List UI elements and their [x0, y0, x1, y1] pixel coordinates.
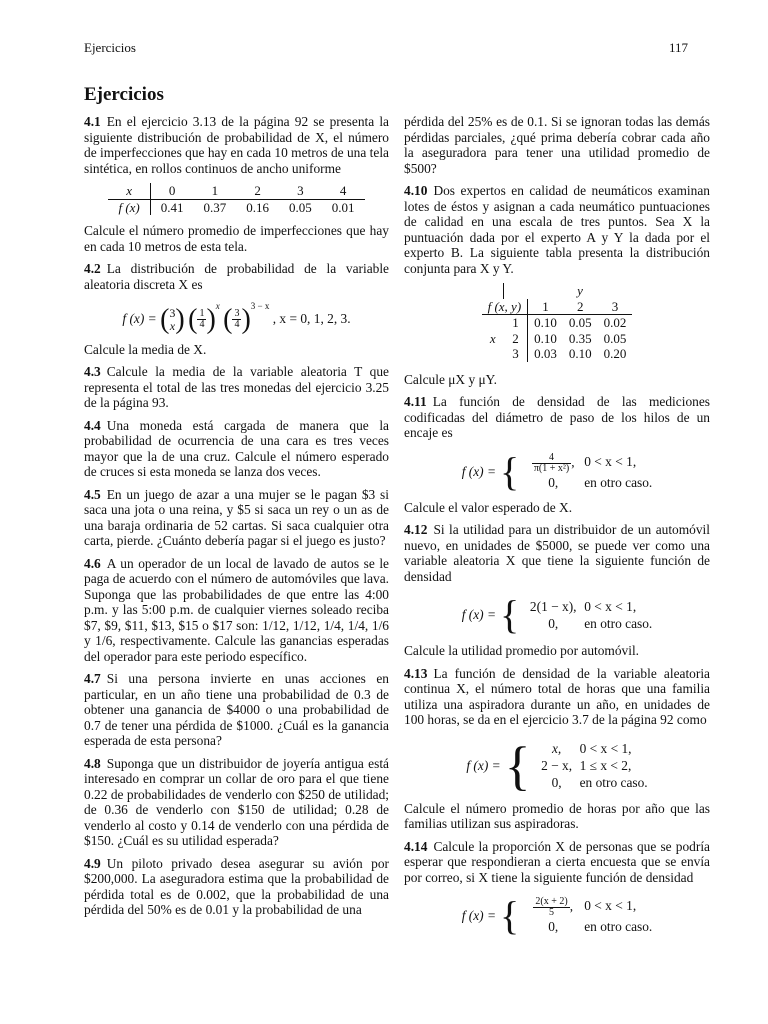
cell: 0.10	[568, 346, 592, 361]
exercise-4-5	[84, 487, 389, 549]
exercise-text: La función de densidad de la variable aleatoria continua X, el número total de horas que una familia utiliza una aspiradora durante un año, en unidades de 100 horas, se da en el ejercicio 3.7 de la página 92 como	[404, 665, 710, 727]
exercise-text: Si la utilidad para un distribuidor de un automóvil nuevo, en unidades de $5000, se puede ver como una variable aleatoria X que tiene la siguiente función de densidad	[404, 522, 710, 584]
exercise-text: Un piloto privado desea asegurar su avión por $200,000. La aseguradora estima que la probabilidad de pérdida total es de 0.002, que la probabilidad de una pérdida del 50% es de 0.01 y la probabilidad de una	[84, 855, 389, 918]
exercise-number: 4.12	[404, 522, 428, 537]
fraction: $\frac{4}{\text{π(1 + x²)}}$	[533, 451, 570, 474]
exercise-text: Calcule el número promedio de imperfecciones que hay en cada 10 metros de esta tela.	[84, 223, 389, 254]
exercise-text: Si una persona invierte en unas acciones en particular, en un año tiene una probabilidad de 0.3 de obtener una ganancia de $4000 o una probabilidad de 0.7 de tener una pérdida de $1000. ¿Cuál es la ganancia esperada de esta persona?	[84, 671, 389, 749]
exercise-number: 4.13	[404, 665, 428, 681]
exercise-number: 4.7	[84, 671, 101, 687]
f-header: f (x, y)	[482, 299, 528, 315]
exercise-4-4	[84, 418, 389, 480]
exercise-4-1	[84, 114, 389, 176]
exercise-4-2	[84, 261, 389, 292]
exercise-4-14	[404, 839, 710, 886]
exercise-text: Calcule la utilidad promedio por automóvil.	[404, 643, 640, 658]
formula-lhs: f (x) =	[461, 908, 497, 924]
x-value: 2	[512, 330, 519, 346]
y-value: 2	[563, 299, 598, 315]
formula-lhs: f (x) =	[461, 463, 497, 479]
cell: 0.03	[528, 346, 563, 362]
left-column	[84, 114, 389, 925]
f-header: f (x)	[108, 199, 150, 215]
y-header: y	[577, 283, 583, 298]
x-value: 2	[236, 183, 279, 199]
exercise-4-6	[84, 556, 389, 665]
exercise-text: Calcule la media de X.	[84, 341, 207, 357]
exercise-number: 4.8	[84, 755, 101, 771]
cell: 0.10	[528, 315, 563, 331]
x-header: x	[108, 183, 150, 199]
f-value: 0.37	[203, 199, 227, 215]
binomial: 3 x	[169, 305, 176, 333]
density-formula: f (x) = { 2(1 − x), 0 < x < 1, 0, en otro caso.	[461, 592, 653, 637]
x-header: x	[489, 330, 496, 346]
exercise-text: Suponga que un distribuidor de joyería antigua está interesado en comprar un collar de oro para el que tiene 0.22 de probabilidades de venderlo con $250 de utilidad; de 0.36 de venderlo con $150 de utilidad; 0.28 de venderlo al costo y 0.14 de venderlo con una pérdida de $150. ¿Cuál es su utilidad esperada?	[84, 755, 389, 849]
pmf-formula: f (x) = ( 3 x ) ( $\frac{1}{4}$ )$^x$ ( $\frac{3}{4}$ )$^{3 - x}$ , x = 0, 1, 2, 3.	[122, 301, 351, 335]
exercise-number: 4.11	[404, 394, 427, 409]
cell: 0.10	[528, 331, 563, 347]
f-value: 0.16	[246, 199, 270, 215]
section-title: Ejercicios	[84, 84, 164, 105]
fraction: $\frac{3}{4}$	[234, 308, 240, 331]
distribution-table	[108, 183, 364, 215]
exercise-4-3	[84, 364, 389, 411]
f-value: 0.41	[160, 199, 184, 215]
x-value: 3	[512, 346, 519, 361]
exercise-4-11	[404, 394, 710, 441]
cell: 0.35	[568, 330, 592, 346]
exercise-text: Calcule la media de la variable aleatoria T que representa el total de las tres monedas del ejercicio 3.25 de la página 93.	[84, 364, 389, 411]
formula-domain: , x = 0, 1, 2, 3.	[272, 311, 351, 326]
exercise-4-12	[404, 522, 710, 584]
formula-lhs: f (x) =	[122, 311, 157, 326]
exercise-4-13	[404, 666, 710, 728]
x-value: 3	[279, 183, 322, 199]
x-value: 1	[194, 183, 237, 199]
f-value: 0.01	[331, 199, 355, 215]
formula-lhs: f (x) =	[461, 607, 497, 623]
exercise-number: 4.10	[404, 183, 428, 198]
y-value: 3	[598, 299, 633, 315]
exercise-text: La función de densidad de las mediciones codificadas del diámetro de paso de los hilos de un encaje es	[404, 394, 710, 440]
exercise-number: 4.1	[84, 114, 101, 129]
density-formula: f (x) = { $\frac{2(x + 2)}{5}$ , 0 < x < 1, 0, en otro caso.	[461, 893, 653, 938]
formula-lhs: f (x) =	[466, 757, 501, 773]
exercise-number: 4.4	[84, 417, 101, 433]
exercise-4-9	[84, 856, 389, 918]
exercise-text: Calcule la proporción X de personas que se podría esperar que respondieran a cierta encuesta que se envía por correo, si X tiene la siguiente función de densidad	[404, 838, 710, 885]
right-column	[404, 114, 710, 944]
exercise-4-7	[84, 671, 389, 749]
exercise-number: 4.9	[84, 855, 101, 871]
exercise-number: 4.14	[404, 838, 428, 854]
running-head: Ejercicios	[84, 40, 136, 55]
f-value: 0.05	[289, 199, 312, 215]
exercise-number: 4.2	[84, 261, 101, 276]
fraction: $\frac{1}{4}$	[199, 308, 205, 331]
exponent: x	[215, 301, 220, 311]
exercise-text: Una moneda está cargada de manera que la probabilidad de ocurrencia de una cara es tres veces mayor que la de una cruz. Calcule el número esperado de cruces si esta moneda se lanza dos veces.	[84, 417, 389, 480]
exercise-text: Calcule el valor esperado de X.	[404, 499, 573, 515]
x-value: 1	[512, 315, 519, 330]
exercise-number: 4.3	[84, 364, 101, 380]
exercise-text: Dos expertos en calidad de neumáticos examinan lotes de éstos y asignan a cada neumático puntuaciones de calidad en una escala de tres puntos. Sea X la puntuación dada por el experto A y Y la dada por el experto B. La siguiente tabla presenta la distribución conjunta para X y Y.	[404, 183, 710, 276]
exercise-text: Calcule μX y μY.	[404, 371, 497, 387]
exercise-text: En el ejercicio 3.13 de la página 92 se presenta la siguiente distribución de probabilidad de X, el número de imperfecciones que hay en cada 10 metros de una tela sintética, en rollos continuos de ancho uniforme	[84, 114, 389, 176]
exercise-4-10	[404, 183, 710, 276]
page-header	[84, 40, 688, 58]
exercise-4-8	[84, 756, 389, 849]
exercise-text: Calcule el número promedio de horas por año que las familias utilizan sus aspiradoras.	[404, 800, 710, 831]
x-value: 0	[150, 183, 193, 199]
exercise-4-9-continued: pérdida del 25% es de 0.1. Si se ignoran todas las demás pérdidas parciales, ¿qué prima debería cobrar cada año la aseguradora para tener una utilidad promedio de $500?	[404, 114, 710, 176]
cell: 0.20	[603, 346, 627, 361]
y-value: 1	[528, 299, 563, 315]
fraction: $\frac{2(x + 2)}{5}$	[535, 896, 568, 918]
exponent: 3 − x	[250, 301, 270, 311]
density-formula: f (x) = { x, 0 < x < 1, 2 − x, 1 ≤ x < 2, 0, en otro caso.	[466, 735, 648, 796]
x-value: 4	[322, 183, 365, 199]
cell: 0.02	[603, 315, 627, 330]
cell: 0.05	[568, 315, 592, 330]
page-number: 117	[668, 40, 688, 55]
exercise-text: A un operador de un local de lavado de autos se le paga de acuerdo con el número de automóviles que lava. Suponga que las probabilidades de que entre las 4:00 p.m. y las 5:00 p.m. de cualquier viernes soleado reciba $7, $9, $11, $13, $15 o $17 son: 1/12, 1/12, 1/4, 1/4, 1/6 y 1/6, respectivamente. Calcule las ganancias esperadas del operador para este periodo específico.	[84, 555, 389, 664]
joint-distribution-table	[482, 283, 633, 362]
exercise-number: 4.5	[84, 486, 101, 502]
density-formula: f (x) = { $\frac{4}{\text{π(1 + x²)}}$ , 0 < x < 1, 0, en otro caso.	[461, 448, 653, 494]
exercise-number: 4.6	[84, 555, 101, 571]
exercise-text: La distribución de probabilidad de la variable aleatoria discreta X es	[84, 261, 389, 292]
cell: 0.05	[603, 330, 627, 346]
exercise-text: En un juego de azar a una mujer se le pagan $3 si saca una jota o una reina, y $5 si saca un rey o un as de una baraja ordinaria de 52 cartas. Si saca cualquier otra carta, pierde. ¿Cuánto debería pagar si el juego es justo?	[84, 486, 389, 549]
